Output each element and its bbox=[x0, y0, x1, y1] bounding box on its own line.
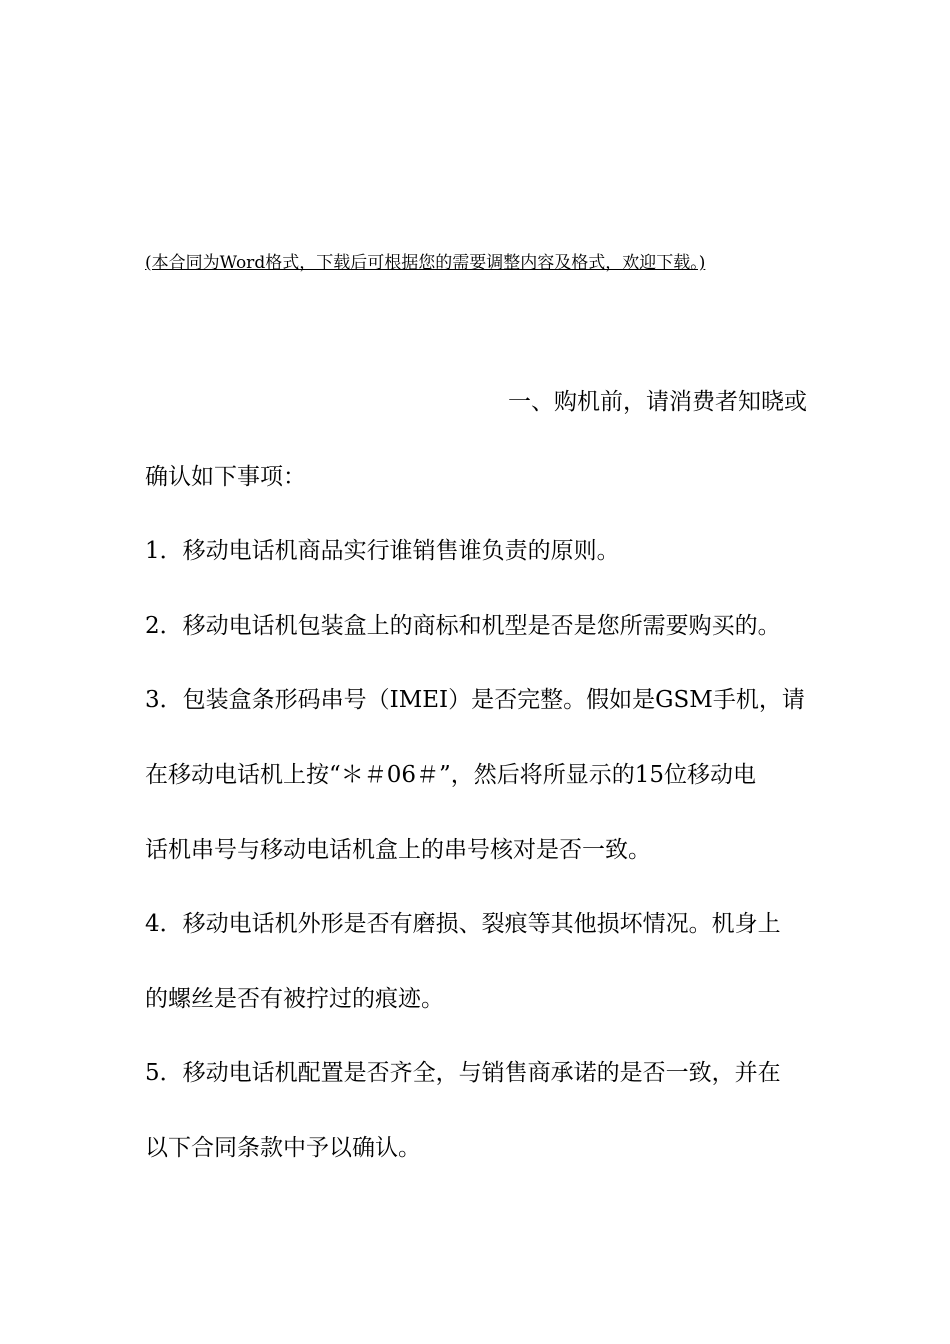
list-item-5-line-2: 以下合同条款中予以确认。 bbox=[145, 1135, 421, 1161]
list-item-3-line-2: 在移动电话机上按“＊＃06＃”，然后将所显示的15位移动电 bbox=[145, 762, 757, 788]
list-item-2: 2．移动电话机包装盒上的商标和机型是否是您所需要购买的。 bbox=[145, 613, 781, 639]
section-heading-line-2: 确认如下事项： bbox=[145, 464, 306, 490]
list-item-5-line-1: 5．移动电话机配置是否齐全，与销售商承诺的是否一致，并在 bbox=[145, 1060, 781, 1086]
list-item-3-line-3: 话机串号与移动电话机盒上的串号核对是否一致。 bbox=[145, 837, 651, 863]
format-note: (本合同为Word格式，下载后可根据您的需要调整内容及格式，欢迎下载。) bbox=[145, 253, 706, 273]
list-item-4-line-1: 4．移动电话机外形是否有磨损、裂痕等其他损坏情况。机身上 bbox=[145, 911, 781, 937]
list-item-3-line-1: 3．包装盒条形码串号（IMEI）是否完整。假如是GSM手机，请 bbox=[145, 687, 805, 713]
list-item-4-line-2: 的螺丝是否有被拧过的痕迹。 bbox=[145, 986, 444, 1012]
list-item-1: 1．移动电话机商品实行谁销售谁负责的原则。 bbox=[145, 538, 620, 564]
section-heading-line-1: 一、购机前，请消费者知晓或 bbox=[508, 389, 807, 415]
